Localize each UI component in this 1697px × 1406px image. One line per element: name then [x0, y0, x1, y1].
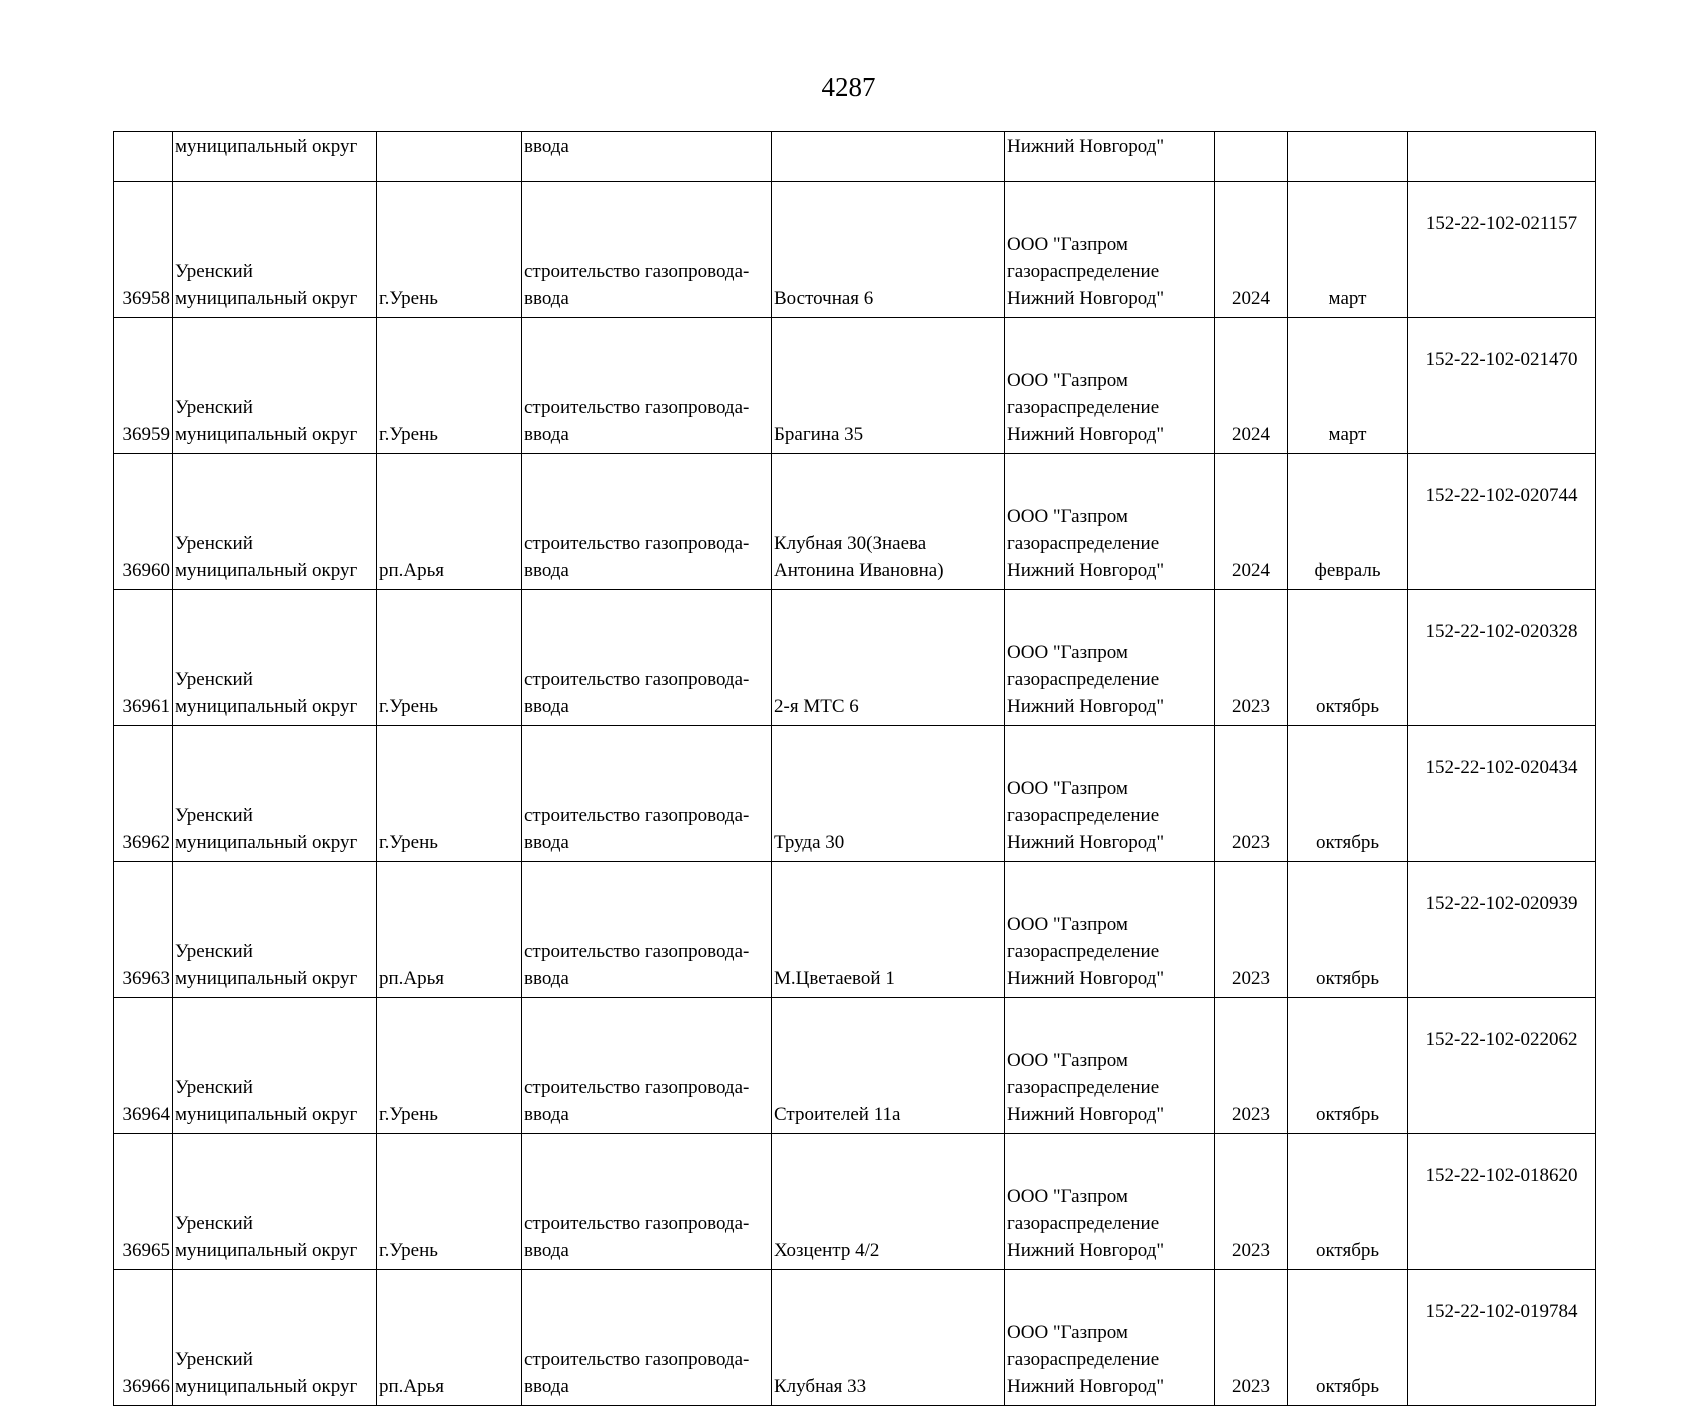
- cell-district: Уренский муниципальный округ: [173, 454, 377, 590]
- cell-settlement: рп.Арья: [377, 454, 522, 590]
- cell-address: Клубная 30(Знаева Антонина Ивановна): [772, 454, 1005, 590]
- cell-district: Уренский муниципальный округ: [173, 862, 377, 998]
- cell-work-type: строительство газопровода- ввода: [522, 998, 772, 1134]
- cell-work-type: строительство газопровода- ввода: [522, 182, 772, 318]
- cell-year: 2024: [1215, 454, 1288, 590]
- cell-code: 152-22-102-020328: [1408, 590, 1596, 726]
- cell-number: 36958: [114, 182, 173, 318]
- cell-address: Труда 30: [772, 726, 1005, 862]
- cell-settlement: [377, 132, 522, 182]
- cell-month: октябрь: [1288, 590, 1408, 726]
- cell-code: 152-22-102-018620: [1408, 1134, 1596, 1270]
- cell-district: Уренский муниципальный округ: [173, 182, 377, 318]
- cell-settlement: г.Урень: [377, 182, 522, 318]
- cell-work-type: строительство газопровода- ввода: [522, 454, 772, 590]
- cell-address: М.Цветаевой 1: [772, 862, 1005, 998]
- cell-number: 36963: [114, 862, 173, 998]
- cell-district: Уренский муниципальный округ: [173, 590, 377, 726]
- cell-work-type: строительство газопровода- ввода: [522, 590, 772, 726]
- cell-settlement: г.Урень: [377, 318, 522, 454]
- cell-month: [1288, 132, 1408, 182]
- cell-code: 152-22-102-020744: [1408, 454, 1596, 590]
- cell-year: 2023: [1215, 998, 1288, 1134]
- cell-year: 2023: [1215, 1270, 1288, 1406]
- cell-settlement: г.Урень: [377, 998, 522, 1134]
- cell-year: 2023: [1215, 862, 1288, 998]
- page-number: 4287: [821, 72, 876, 102]
- cell-work-type: строительство газопровода- ввода: [522, 318, 772, 454]
- table-row-continuation: [114, 132, 1596, 182]
- cell-year: 2024: [1215, 318, 1288, 454]
- cell-code: 152-22-102-020434: [1408, 726, 1596, 862]
- cell-year: 2024: [1215, 182, 1288, 318]
- cell-organization: ООО "Газпром газораспределение Нижний Новгород": [1005, 726, 1215, 862]
- cell-district: Уренский муниципальный округ: [173, 1270, 377, 1406]
- cell-organization: ООО "Газпром газораспределение Нижний Новгород": [1005, 454, 1215, 590]
- cell-number: [114, 132, 173, 182]
- cell-address: Восточная 6: [772, 182, 1005, 318]
- cell-organization: ООО "Газпром газораспределение Нижний Новгород": [1005, 1270, 1215, 1406]
- cell-settlement: рп.Арья: [377, 862, 522, 998]
- cell-month: октябрь: [1288, 726, 1408, 862]
- cell-month: октябрь: [1288, 1270, 1408, 1406]
- cell-year: 2023: [1215, 590, 1288, 726]
- cell-address: Строителей 11а: [772, 998, 1005, 1134]
- cell-code: 152-22-102-021470: [1408, 318, 1596, 454]
- cell-address: 2-я МТС 6: [772, 590, 1005, 726]
- table-row: [114, 590, 1596, 726]
- cell-number: 36960: [114, 454, 173, 590]
- cell-organization: ООО "Газпром газораспределение Нижний Новгород": [1005, 862, 1215, 998]
- cell-district: Уренский муниципальный округ: [173, 318, 377, 454]
- cell-month: март: [1288, 318, 1408, 454]
- cell-work-type: строительство газопровода- ввода: [522, 862, 772, 998]
- cell-district: Уренский муниципальный округ: [173, 726, 377, 862]
- cell-month: октябрь: [1288, 1134, 1408, 1270]
- cell-organization: ООО "Газпром газораспределение Нижний Новгород": [1005, 590, 1215, 726]
- cell-number: 36964: [114, 998, 173, 1134]
- cell-organization: ООО "Газпром газораспределение Нижний Новгород": [1005, 1134, 1215, 1270]
- cell-month: март: [1288, 182, 1408, 318]
- cell-year: [1215, 132, 1288, 182]
- cell-address: Брагина 35: [772, 318, 1005, 454]
- table-row: [114, 1270, 1596, 1406]
- cell-work-type: строительство газопровода- ввода: [522, 726, 772, 862]
- cell-settlement: г.Урень: [377, 1134, 522, 1270]
- cell-settlement: г.Урень: [377, 590, 522, 726]
- cell-settlement: рп.Арья: [377, 1270, 522, 1406]
- cell-code: 152-22-102-020939: [1408, 862, 1596, 998]
- cell-code: [1408, 132, 1596, 182]
- cell-work-type: ввода: [522, 132, 772, 182]
- cell-organization: Нижний Новгород": [1005, 132, 1215, 182]
- cell-number: 36965: [114, 1134, 173, 1270]
- cell-address: Клубная 33: [772, 1270, 1005, 1406]
- cell-district: Уренский муниципальный округ: [173, 998, 377, 1134]
- cell-organization: ООО "Газпром газораспределение Нижний Новгород": [1005, 998, 1215, 1134]
- cell-settlement: г.Урень: [377, 726, 522, 862]
- cell-year: 2023: [1215, 726, 1288, 862]
- cell-address: Хозцентр 4/2: [772, 1134, 1005, 1270]
- table-row: [114, 998, 1596, 1134]
- cell-district: Уренский муниципальный округ: [173, 1134, 377, 1270]
- cell-organization: ООО "Газпром газораспределение Нижний Новгород": [1005, 318, 1215, 454]
- cell-number: 36961: [114, 590, 173, 726]
- table-row: [114, 182, 1596, 318]
- table-row: [114, 726, 1596, 862]
- table-row: [114, 318, 1596, 454]
- table-row: [114, 454, 1596, 590]
- cell-number: 36959: [114, 318, 173, 454]
- cell-work-type: строительство газопровода- ввода: [522, 1270, 772, 1406]
- cell-month: октябрь: [1288, 998, 1408, 1134]
- cell-year: 2023: [1215, 1134, 1288, 1270]
- cell-code: 152-22-102-022062: [1408, 998, 1596, 1134]
- cell-work-type: строительство газопровода- ввода: [522, 1134, 772, 1270]
- cell-number: 36962: [114, 726, 173, 862]
- cell-month: февраль: [1288, 454, 1408, 590]
- table-row: [114, 1134, 1596, 1270]
- cell-code: 152-22-102-021157: [1408, 182, 1596, 318]
- cell-month: октябрь: [1288, 862, 1408, 998]
- cell-organization: ООО "Газпром газораспределение Нижний Новгород": [1005, 182, 1215, 318]
- registry-table: [113, 131, 1596, 1406]
- cell-district: муниципальный округ: [173, 132, 377, 182]
- table-row: [114, 862, 1596, 998]
- cell-number: 36966: [114, 1270, 173, 1406]
- cell-code: 152-22-102-019784: [1408, 1270, 1596, 1406]
- cell-address: [772, 132, 1005, 182]
